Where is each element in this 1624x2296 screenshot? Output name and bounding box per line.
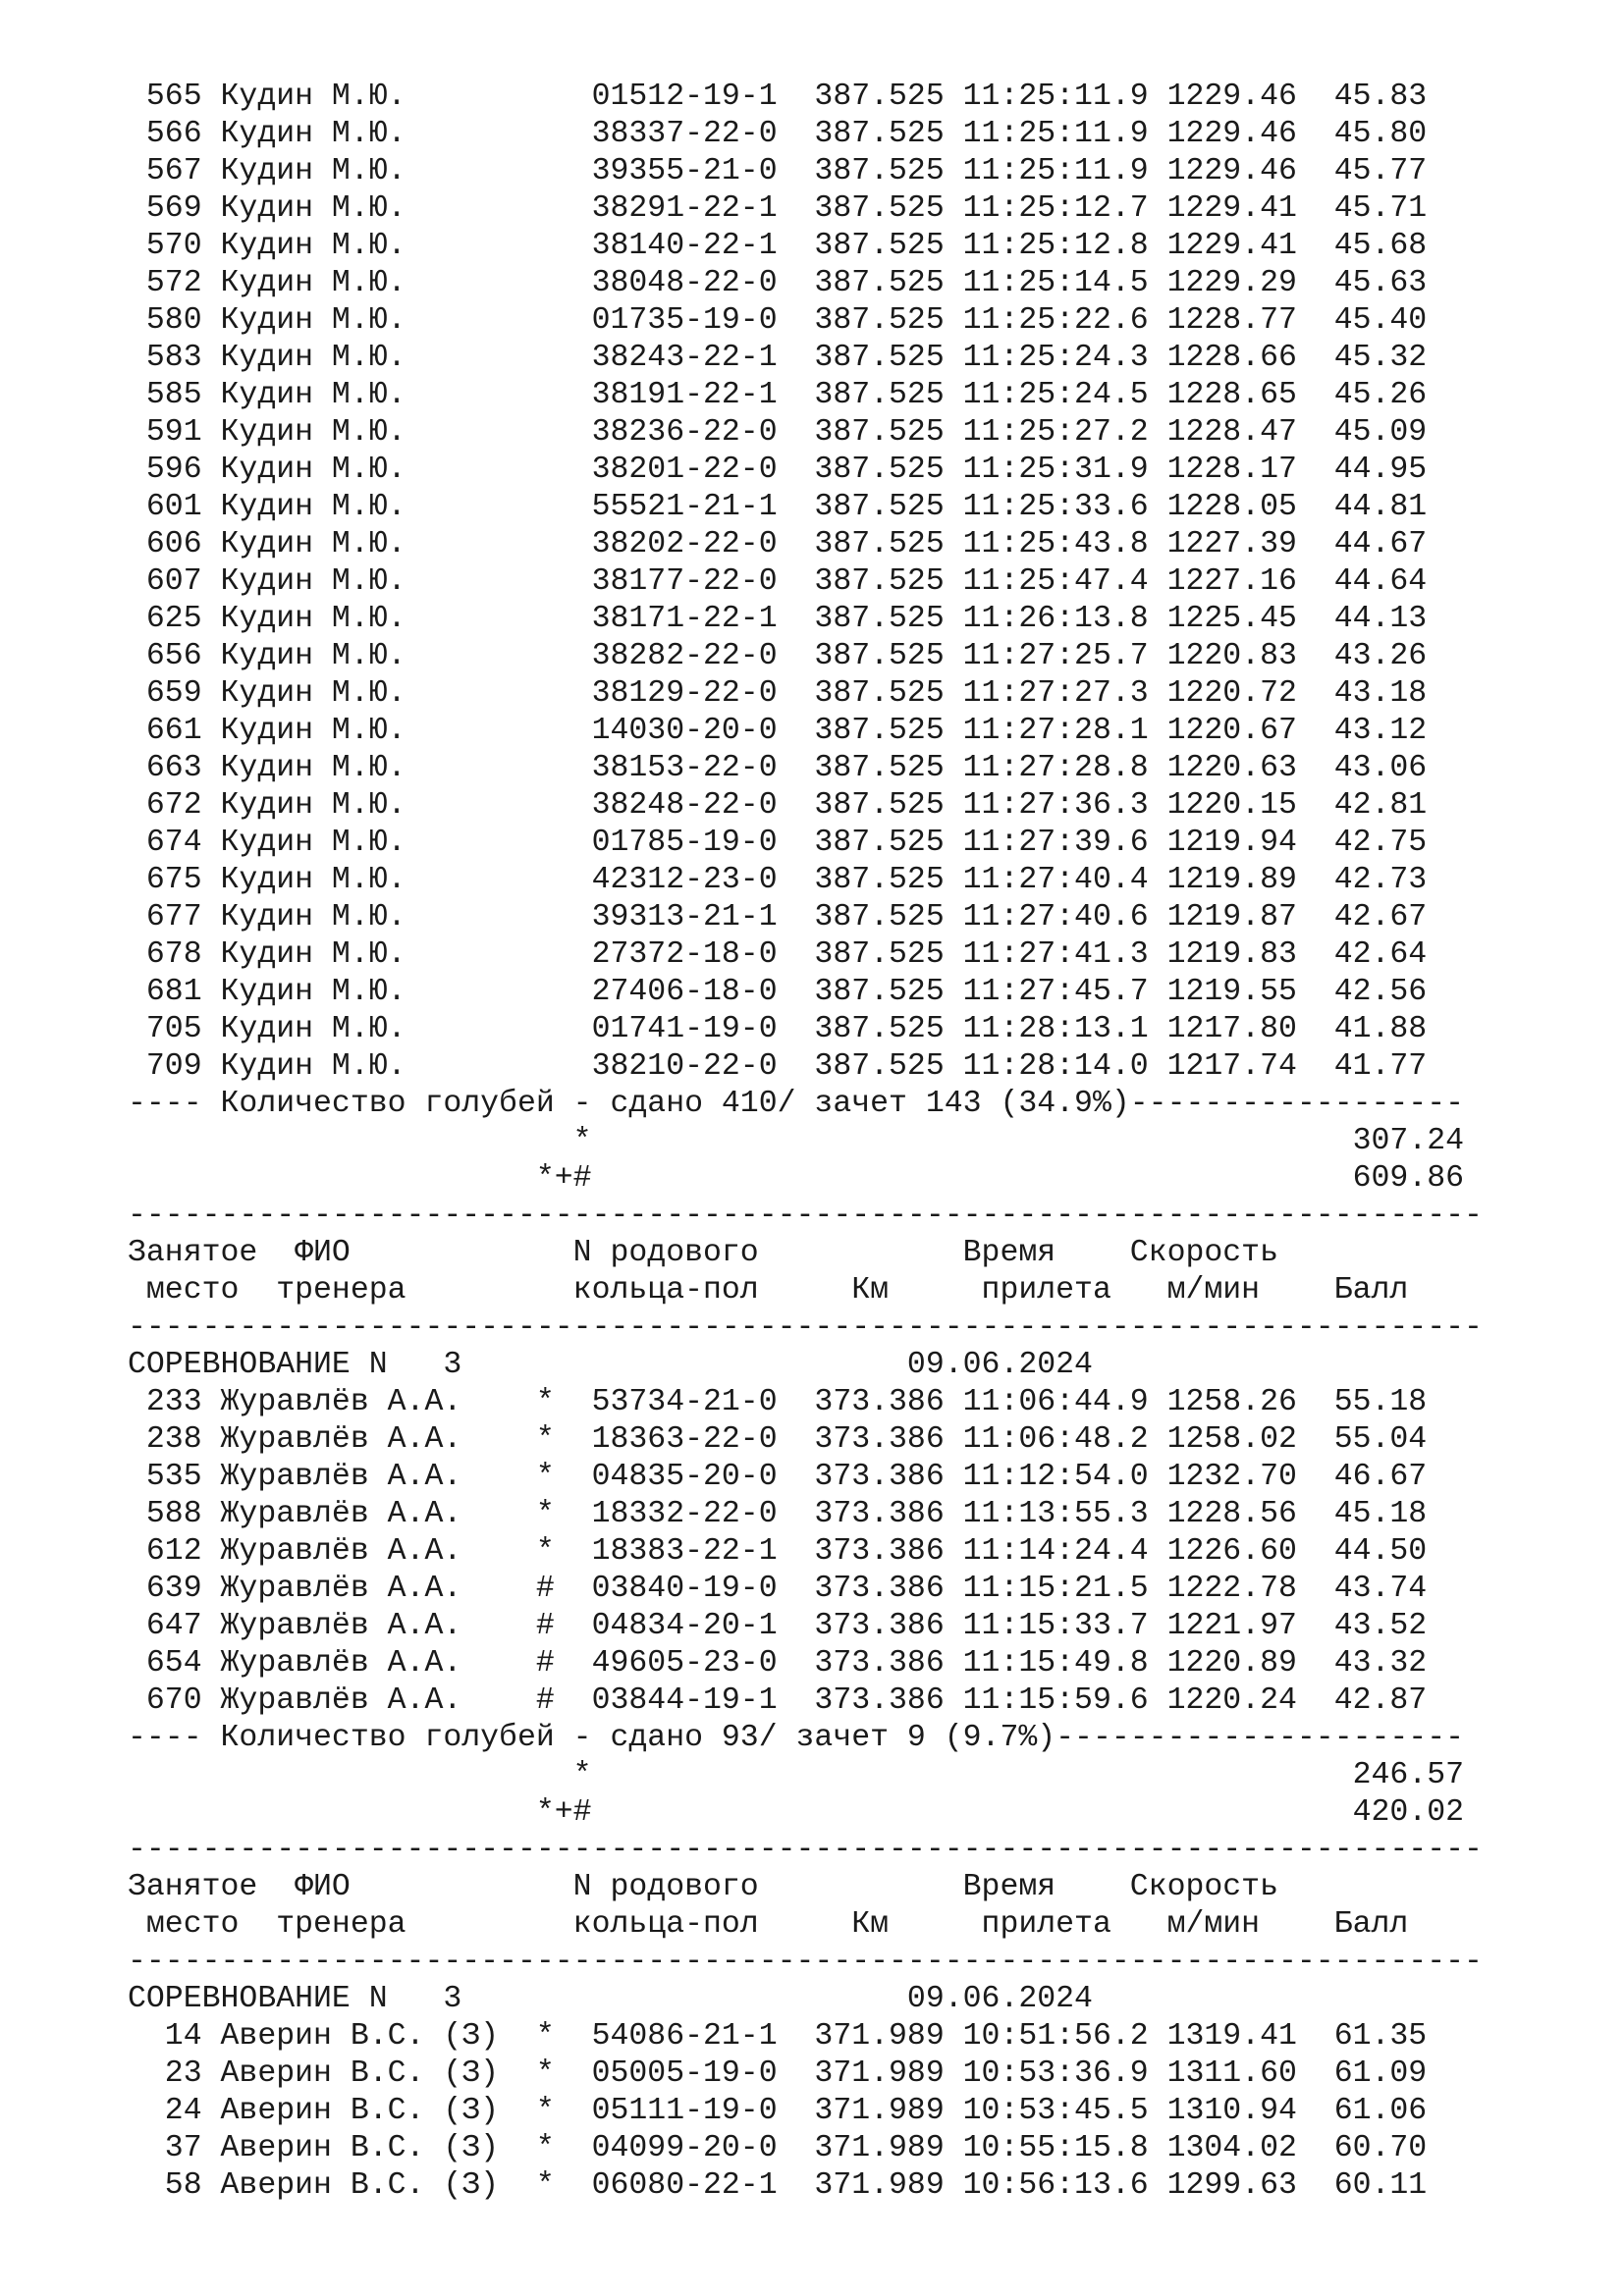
result-row: 535 Журавлёв А.А. * 04835-20-0 373.386 11:12:54.0 1232.70 46.67 [128,1460,1428,1494]
result-row: 238 Журавлёв А.А. * 18363-22-0 373.386 11:06:48.2 1258.02 55.04 [128,1422,1428,1457]
competition-header: СОРЕВНОВАНИЕ N 3 09.06.2024 [128,1982,1093,2016]
column-header: Занятое ФИО N родового Время Скорость [128,1870,1278,1904]
result-row: 654 Журавлёв А.А. # 49605-23-0 373.386 11:15:49.8 1220.89 43.32 [128,1646,1428,1681]
result-row: 14 Аверин В.С. (З) * 54086-21-1 371.989 10:51:56.2 1319.41 61.35 [128,2019,1428,2054]
separator-line: ------------------------------------------------------------------------- [128,1833,1483,1867]
result-row: 674 Кудин М.Ю. 01785-19-0 387.525 11:27:39.6 1219.94 42.75 [128,826,1428,860]
separator-line: ------------------------------------------------------------------------- [128,1945,1483,1979]
result-row: 23 Аверин В.С. (З) * 05005-19-0 371.989 10:53:36.9 1311.60 61.09 [128,2056,1428,2091]
result-row: 659 Кудин М.Ю. 38129-22-0 387.525 11:27:27.3 1220.72 43.18 [128,676,1428,711]
result-row: 661 Кудин М.Ю. 14030-20-0 387.525 11:27:28.1 1220.67 43.12 [128,714,1428,748]
result-row: 670 Журавлёв А.А. # 03844-19-1 373.386 11:15:59.6 1220.24 42.87 [128,1683,1428,1718]
result-row: 647 Журавлёв А.А. # 04834-20-1 373.386 11:15:33.7 1221.97 43.52 [128,1609,1428,1643]
result-row: 566 Кудин М.Ю. 38337-22-0 387.525 11:25:11.9 1229.46 45.80 [128,117,1428,151]
result-row: 663 Кудин М.Ю. 38153-22-0 387.525 11:27:28.8 1220.63 43.06 [128,751,1428,785]
separator-line: ------------------------------------------------------------------------- [128,1310,1483,1345]
result-row: 24 Аверин В.С. (З) * 05111-19-0 371.989 10:53:45.5 1310.94 61.06 [128,2094,1428,2128]
result-row: 596 Кудин М.Ю. 38201-22-0 387.525 11:25:31.9 1228.17 44.95 [128,453,1428,487]
result-row: 656 Кудин М.Ю. 38282-22-0 387.525 11:27:25.7 1220.83 43.26 [128,639,1428,673]
competition-header: СОРЕВНОВАНИЕ N 3 09.06.2024 [128,1348,1093,1382]
total-line: * 246.57 [128,1758,1465,1792]
result-row: 591 Кудин М.Ю. 38236-22-0 387.525 11:25:27.2 1228.47 45.09 [128,415,1428,450]
result-row: 588 Журавлёв А.А. * 18332-22-0 373.386 11:13:55.3 1228.56 45.18 [128,1497,1428,1531]
separator-line: ------------------------------------------------------------------------- [128,1199,1483,1233]
result-row: 601 Кудин М.Ю. 55521-21-1 387.525 11:25:33.6 1228.05 44.81 [128,490,1428,524]
result-row: 583 Кудин М.Ю. 38243-22-1 387.525 11:25:24.3 1228.66 45.32 [128,341,1428,375]
result-row: 677 Кудин М.Ю. 39313-21-1 387.525 11:27:40.6 1219.87 42.67 [128,900,1428,934]
result-row: 567 Кудин М.Ю. 39355-21-0 387.525 11:25:11.9 1229.46 45.77 [128,154,1428,188]
result-row: 233 Журавлёв А.А. * 53734-21-0 373.386 11:06:44.9 1258.26 55.18 [128,1385,1428,1419]
result-row: 58 Аверин В.С. (З) * 06080-22-1 371.989 10:56:13.6 1299.63 60.11 [128,2168,1428,2203]
result-row: 585 Кудин М.Ю. 38191-22-1 387.525 11:25:24.5 1228.65 45.26 [128,378,1428,412]
result-row: 569 Кудин М.Ю. 38291-22-1 387.525 11:25:12.7 1229.41 45.71 [128,191,1428,226]
result-row: 705 Кудин М.Ю. 01741-19-0 387.525 11:28:13.1 1217.80 41.88 [128,1012,1428,1046]
column-header: место тренера кольца-пол Км прилета м/мин Балл [128,1907,1409,1942]
result-row: 572 Кудин М.Ю. 38048-22-0 387.525 11:25:14.5 1229.29 45.63 [128,266,1428,300]
result-row: 681 Кудин М.Ю. 27406-18-0 387.525 11:27:45.7 1219.55 42.56 [128,975,1428,1009]
result-row: 565 Кудин М.Ю. 01512-19-1 387.525 11:25:11.9 1229.46 45.83 [128,80,1428,114]
result-row: 639 Журавлёв А.А. # 03840-19-0 373.386 11:15:21.5 1222.78 43.74 [128,1572,1428,1606]
result-row: 612 Журавлёв А.А. * 18383-22-1 373.386 11:14:24.4 1226.60 44.50 [128,1534,1428,1569]
result-row: 709 Кудин М.Ю. 38210-22-0 387.525 11:28:14.0 1217.74 41.77 [128,1049,1428,1084]
result-row: 606 Кудин М.Ю. 38202-22-0 387.525 11:25:43.8 1227.39 44.67 [128,527,1428,561]
column-header: Занятое ФИО N родового Время Скорость [128,1236,1278,1270]
total-line: *+# 420.02 [128,1795,1465,1830]
result-row: 625 Кудин М.Ю. 38171-22-1 387.525 11:26:13.8 1225.45 44.13 [128,602,1428,636]
column-header: место тренера кольца-пол Км прилета м/мин Балл [128,1273,1409,1308]
result-row: 675 Кудин М.Ю. 42312-23-0 387.525 11:27:40.4 1219.89 42.73 [128,863,1428,897]
result-row: 580 Кудин М.Ю. 01735-19-0 387.525 11:25:22.6 1228.77 45.40 [128,303,1428,338]
result-row: 37 Аверин В.С. (З) * 04099-20-0 371.989 10:55:15.8 1304.02 60.70 [128,2131,1428,2165]
result-row: 672 Кудин М.Ю. 38248-22-0 387.525 11:27:36.3 1220.15 42.81 [128,788,1428,823]
result-row: 570 Кудин М.Ю. 38140-22-1 387.525 11:25:12.8 1229.41 45.68 [128,229,1428,263]
total-line: *+# 609.86 [128,1161,1465,1196]
total-line: * 307.24 [128,1124,1465,1158]
summary-line: ---- Количество голубей - сдано 410/ зачет 143 (34.9%)------------------ [128,1087,1465,1121]
result-row: 607 Кудин М.Ю. 38177-22-0 387.525 11:25:47.4 1227.16 44.64 [128,564,1428,599]
results-document [128,79,1483,2205]
summary-line: ---- Количество голубей - сдано 93/ зачет 9 (9.7%)---------------------- [128,1721,1465,1755]
result-row: 678 Кудин М.Ю. 27372-18-0 387.525 11:27:41.3 1219.83 42.64 [128,937,1428,972]
